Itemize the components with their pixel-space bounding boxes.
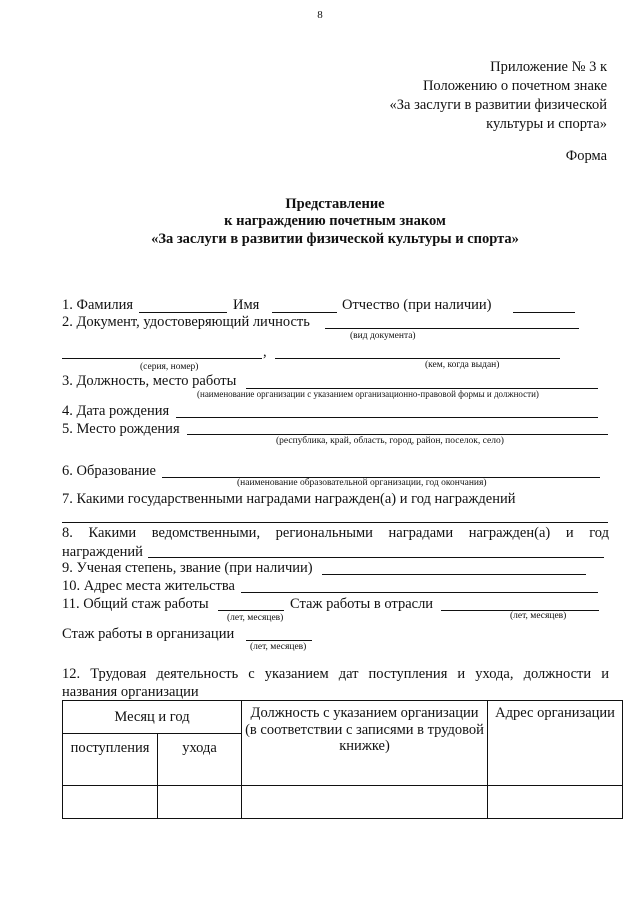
work-history-label-cont: названия организации <box>62 684 199 700</box>
education-hint: (наименование образовательной организации, год окончания) <box>237 478 487 488</box>
total-experience-field[interactable] <box>218 610 284 611</box>
appendix-line-3: «За заслуги в развитии физической <box>389 97 607 113</box>
birthdate-label: 4. Дата рождения <box>62 403 170 419</box>
birthplace-hint: (республика, край, область, город, район, поселок, село) <box>276 436 504 446</box>
departmental-awards-field[interactable] <box>148 557 604 558</box>
birthplace-field[interactable] <box>187 434 608 435</box>
month-year-header: Месяц и год <box>63 701 242 734</box>
state-awards-field[interactable] <box>62 522 608 523</box>
org-address-cell[interactable] <box>488 786 623 819</box>
document-title: Представление <box>285 196 385 212</box>
org-experience-label: Стаж работы в организации <box>62 626 235 642</box>
position-header: Должность с указанием организации (в соответствии с записями в трудовой книжке) <box>242 701 488 786</box>
state-awards-label: 7. Какими государственными наградами награжден(а) и год награждений <box>62 491 516 507</box>
document-subtitle: к награждению почетным знаком <box>224 213 446 229</box>
exit-date-header: ухода <box>158 734 242 786</box>
surname-field[interactable] <box>139 312 227 313</box>
form-label: Форма <box>565 148 607 164</box>
appendix-line-2: Положению о почетном знаке <box>422 78 607 94</box>
work-history-table <box>62 700 623 819</box>
total-experience-label: 11. Общий стаж работы <box>62 596 209 612</box>
appendix-line-4: культуры и спорта» <box>486 116 607 132</box>
departmental-awards-label: 8. Какими ведомственными, региональными наградами награжден(а) и год <box>62 525 609 541</box>
org-experience-field[interactable] <box>246 640 312 641</box>
entry-date-cell[interactable] <box>63 786 158 819</box>
id-document-label: 2. Документ, удостоверяющий личность <box>62 314 310 330</box>
work-history-label: 12. Трудовая деятельность с указанием дат поступления и ухода, должности и <box>62 666 609 682</box>
comma-separator: , <box>263 344 267 360</box>
academic-degree-field[interactable] <box>322 574 586 575</box>
entry-date-header: поступления <box>63 734 158 786</box>
home-address-field[interactable] <box>241 592 598 593</box>
birthdate-field[interactable] <box>176 417 598 418</box>
exit-date-cell[interactable] <box>158 786 242 819</box>
education-label: 6. Образование <box>62 463 156 479</box>
table-header-row <box>63 701 623 734</box>
name-field[interactable] <box>272 312 337 313</box>
position-hint: (наименование организации с указанием организационно-правовой формы и должности) <box>197 389 539 399</box>
id-document-field[interactable] <box>325 328 579 329</box>
org-address-header: Адрес организации <box>488 701 623 786</box>
home-address-label: 10. Адрес места жительства <box>62 578 235 594</box>
series-number-field[interactable] <box>62 358 262 359</box>
position-cell[interactable] <box>242 786 488 819</box>
issued-by-hint: (кем, когда выдан) <box>425 360 500 370</box>
surname-label: 1. Фамилия <box>62 297 133 313</box>
table-row <box>63 786 623 819</box>
total-experience-hint: (лет, месяцев) <box>227 613 284 623</box>
industry-experience-label: Стаж работы в отрасли <box>290 596 434 612</box>
id-document-hint: (вид документа) <box>350 331 416 341</box>
academic-degree-label: 9. Ученая степень, звание (при наличии) <box>62 560 313 576</box>
patronymic-field[interactable] <box>513 312 575 313</box>
departmental-awards-label-cont: награждений <box>62 544 143 560</box>
name-label: Имя <box>233 297 260 313</box>
award-name: «За заслуги в развитии физической культуры и спорта» <box>151 231 519 247</box>
patronymic-label: Отчество (при наличии) <box>342 297 492 313</box>
position-label: 3. Должность, место работы <box>62 373 237 389</box>
birthplace-label: 5. Место рождения <box>62 421 180 437</box>
industry-experience-hint: (лет, месяцев) <box>510 611 567 621</box>
appendix-line-1: Приложение № 3 к <box>490 59 607 75</box>
issued-by-field[interactable] <box>275 358 560 359</box>
page-number: 8 <box>317 9 323 21</box>
org-experience-hint: (лет, месяцев) <box>250 642 307 652</box>
series-number-hint: (серия, номер) <box>140 362 199 372</box>
